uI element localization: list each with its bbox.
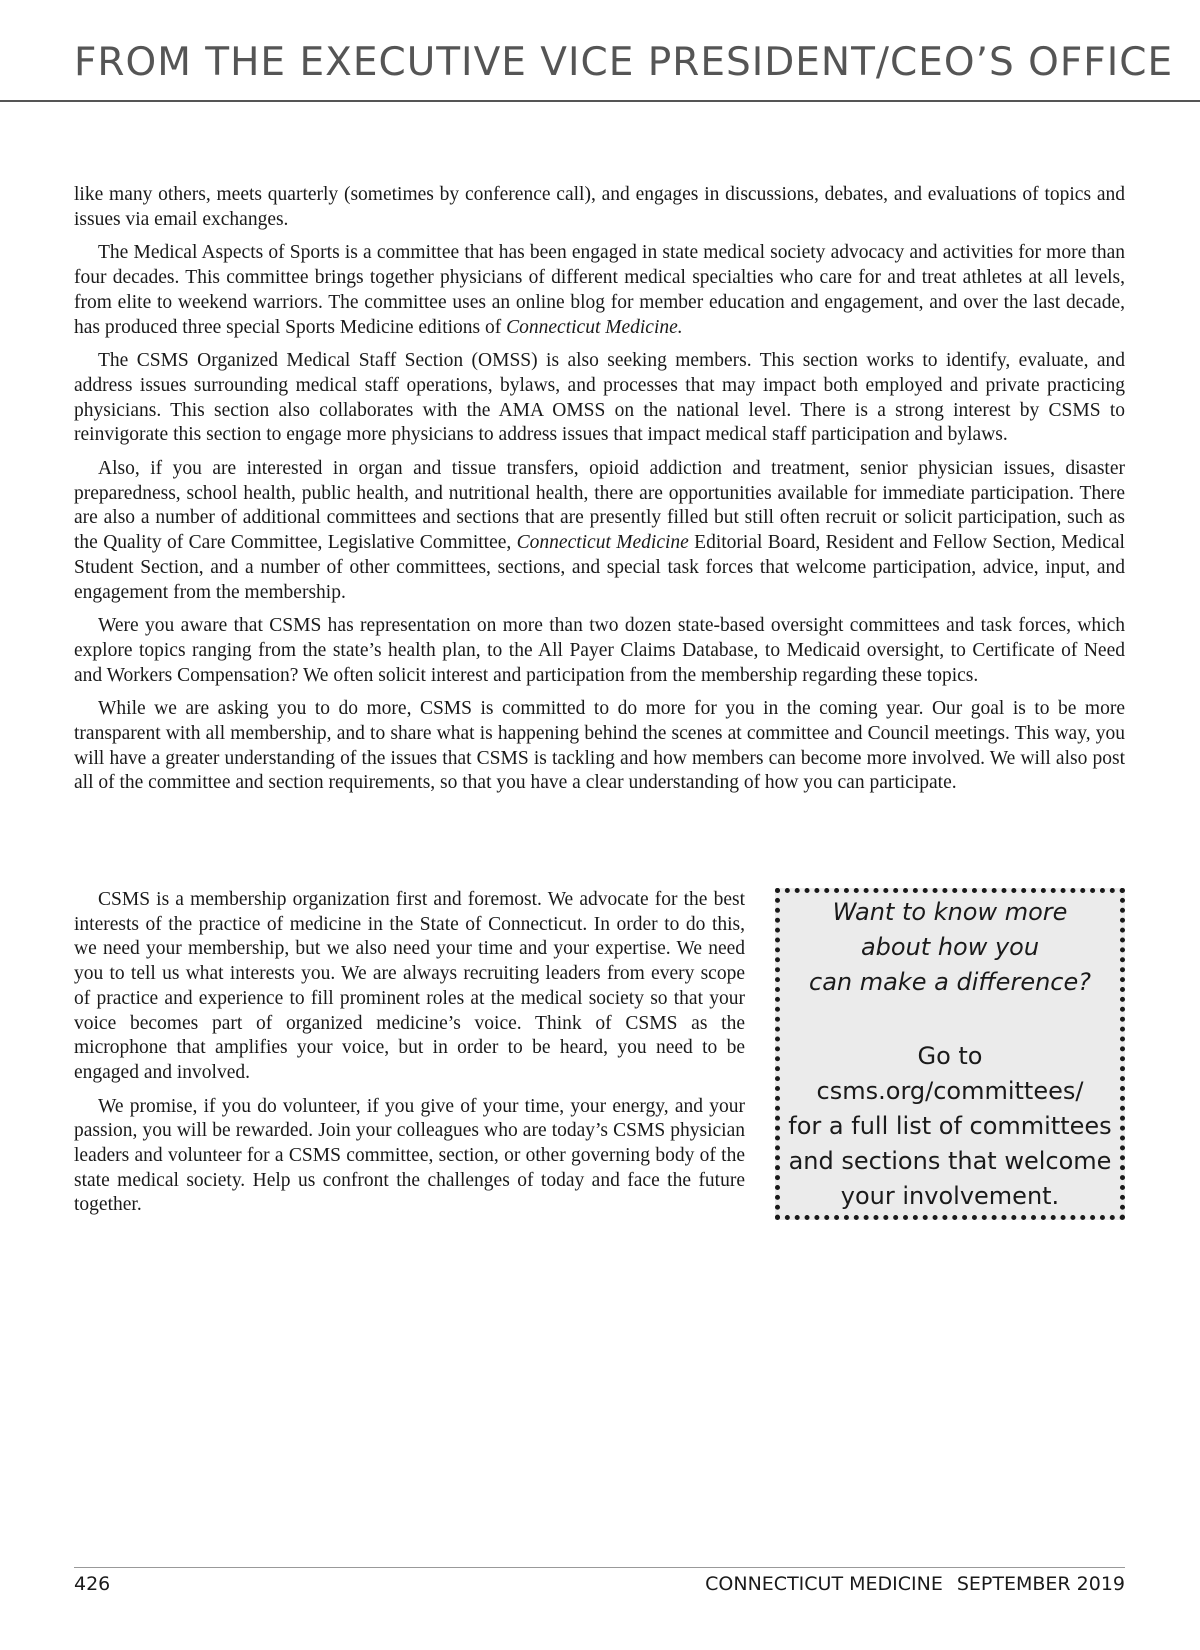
callout-call-to-action — [780, 1039, 1120, 1214]
footer-publication — [705, 1573, 1125, 1595]
publication-name: CONNECTICUT MEDICINE — [705, 1573, 943, 1595]
paragraph-commitment: While we are asking you to do more, CSMS is committed to do more for you in the coming year. Our goal is to be more transparent with all membership, and to share what is happening behind the scenes at committee and Council meetings. This way, you will have a greater understanding of the issues that CSMS is tackling and how members can become more involved. We will also post all of the committee and section requirements, so that you have a clear understanding of how you can participate. — [74, 698, 1125, 794]
publication-title-italic: Connecticut Medicine. — [506, 316, 683, 338]
callout-question-line: can make a difference? — [809, 968, 1091, 996]
paragraph-membership-organization: CSMS is a membership organization first and foremost. We advocate for the best interests of the practice of medicine in the State of Connecticut. In order to do this, we need your membership, but we also need your time and your expertise. We need you to tell us what interests you. We are always recruiting leaders from every scope of practice and experience to fill prominent roles at the medical society so that your voice becomes part of organized medicine’s voice. Think of CSMS as the microphone that amplifies your voice, but in order to be heard, you need to be engaged and involved. — [74, 889, 745, 1083]
page-header-title: FROM THE EXECUTIVE VICE PRESIDENT/CEO’S OFFICE — [74, 40, 1174, 85]
publication-title-italic: Connecticut Medicine — [516, 532, 689, 554]
article-body-full-width — [74, 183, 1125, 805]
paragraph-volunteer-promise: We promise, if you do volunteer, if you give of your time, your energy, and your passion, you will be rewarded. Join your colleagues who are today’s CSMS physician leaders and volunteer for a CSMS committee, section, or other governing body of the state medical society. Help us confront the challenges of today and face the future together. — [74, 1095, 745, 1216]
article-body-narrow-column — [74, 888, 745, 1227]
committees-callout-box — [775, 888, 1125, 1220]
callout-question-line: about how you — [860, 933, 1040, 961]
header-divider — [0, 100, 1200, 102]
footer-divider — [74, 1567, 1125, 1568]
callout-question — [780, 895, 1120, 1000]
callout-cta-line: for a full list of committees — [788, 1112, 1112, 1140]
paragraph-medical-aspects-of-sports: The Medical Aspects of Sports is a committee that has been engaged in state medical society advocacy and activities for more than four decades. This committee brings together physicians of different medical specialties who care for and treat athletes at all levels, from elite to weekend warriors. The committee uses an online blog for member education and engagement, and over the last decade, has produced three special Sports Medicine editions of Connecticut Medicine. — [74, 242, 1125, 338]
paragraph-committee-continuation: like many others, meets quarterly (sometimes by conference call), and engages in discussions, debates, and evaluations of topics and issues via email exchanges. — [74, 184, 1125, 230]
callout-cta-line: Go to — [917, 1042, 983, 1070]
callout-cta-line: your involvement. — [840, 1182, 1060, 1210]
callout-cta-line: and sections that welcome — [788, 1147, 1112, 1175]
callout-question-line: Want to know more — [832, 898, 1068, 926]
paragraph-omss: The CSMS Organized Medical Staff Section (OMSS) is also seeking members. This section works to identify, evaluate, and address issues surrounding medical staff operations, bylaws, and processes that may impact both employed and private practicing physicians. This section also collaborates with the AMA OMSS on the national level. There is a strong interest by CSMS to reinvigorate this section to engage more physicians to address issues that impact medical staff participation and bylaws. — [74, 350, 1125, 446]
callout-url-text: csms.org/committees/ — [816, 1077, 1084, 1105]
page-number: 426 — [74, 1573, 111, 1595]
issue-date: SEPTEMBER 2019 — [956, 1573, 1125, 1595]
paragraph-state-oversight: Were you aware that CSMS has representation on more than two dozen state-based oversight committees and task forces, which explore topics ranging from the state’s health plan, to the All Payer Claims Database, to Medicaid oversight, to Certificate of Need and Workers Compensation? We often solicit interest and participation from the membership regarding these topics. — [74, 615, 1125, 686]
paragraph-other-opportunities: Also, if you are interested in organ and tissue transfers, opioid addiction and treatment, senior physician issues, disaster preparedness, school health, public health, and nutritional health, there are opportunities available for immediate participation. There are also a number of additional committees and sections that are presently filled but still often recruit or solicit participation, such as the Quality of Care Committee, Legislative Committee, Connecticut Medicine Editorial Board, Resident and Fellow Section, Medical Student Section, and a number of other committees, sections, and special task forces that welcome participation, advice, input, and engagement from the membership. — [74, 458, 1125, 603]
